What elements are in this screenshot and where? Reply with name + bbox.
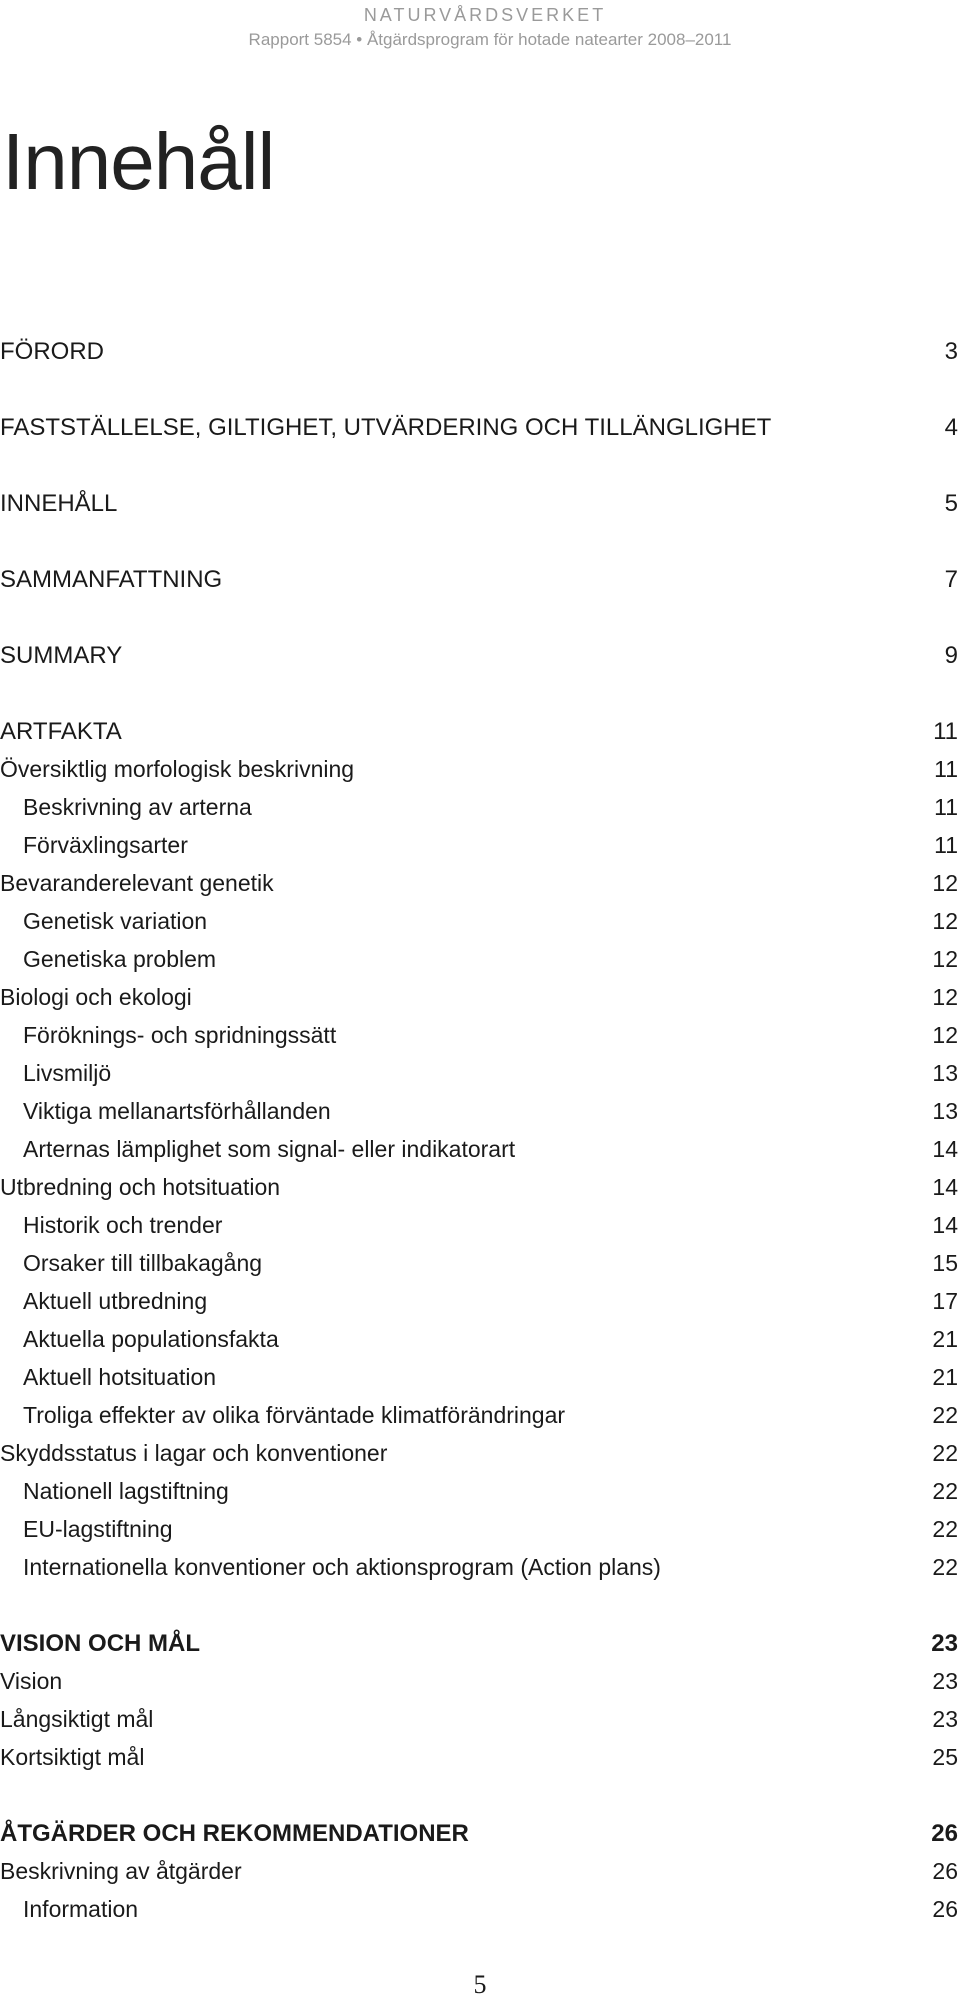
toc-entry-title: Troliga effekter av olika förväntade klimatförändringar [23, 1402, 566, 1428]
toc-entry-page: 14 [932, 1136, 958, 1162]
toc-entry-title: Förväxlingsarter [23, 832, 188, 858]
toc-entry-page: 14 [932, 1174, 958, 1200]
toc-entry-title: Information [23, 1896, 139, 1922]
toc-entry-page: 11 [934, 794, 958, 820]
toc-entry-page: 15 [932, 1250, 958, 1276]
toc-entry-title: Skyddsstatus i lagar och konventioner [0, 1440, 388, 1466]
toc-entry-page: 4 [944, 414, 958, 441]
toc-entry-title: Beskrivning av åtgärder [0, 1858, 242, 1884]
toc-entry-title: EU-lagstiftning [23, 1516, 173, 1542]
toc-entry [0, 1668, 958, 1695]
toc-entry [0, 1174, 958, 1201]
toc-entry-page: 13 [932, 1098, 958, 1124]
toc-entry-page: 25 [932, 1744, 958, 1770]
toc-entry-title: Föröknings- och spridningssätt [23, 1022, 337, 1048]
toc-entry [0, 1098, 958, 1125]
toc-entry-page: 11 [933, 718, 958, 745]
toc-entry-title: Bevaranderelevant genetik [0, 870, 274, 896]
toc-entry-title: SAMMANFATTNING [0, 566, 223, 593]
toc-entry [0, 832, 958, 859]
toc-entry-page: 23 [931, 1630, 958, 1657]
running-header [0, 4, 960, 52]
report-title: Rapport 5854 • Åtgärdsprogram för hotade natearter 2008–2011 [248, 30, 732, 49]
toc-entry-page: 12 [932, 946, 958, 972]
toc-entry-title: Genetisk variation [23, 908, 208, 934]
toc-entry-title: FASTSTÄLLELSE, GILTIGHET, UTVÄRDERING OCH TILLÄNGLIGHET [0, 414, 772, 441]
toc-entry [0, 946, 958, 973]
toc-entry [0, 1706, 958, 1733]
toc-entry-page: 22 [932, 1554, 958, 1580]
toc-entry [0, 1896, 958, 1923]
toc-entry-page: 12 [932, 1022, 958, 1048]
toc-entry [0, 1554, 958, 1581]
toc-entry-page: 23 [932, 1706, 958, 1732]
toc-entry [0, 1820, 958, 1848]
toc-entry [0, 566, 958, 594]
toc-entry-title: Arternas lämplighet som signal- eller indikatorart [23, 1136, 516, 1162]
page-number: 5 [473, 1970, 487, 1999]
toc-entry-title: Översiktlig morfologisk beskrivning [0, 756, 355, 782]
toc-entry [0, 1478, 958, 1505]
toc-entry-page: 13 [932, 1060, 958, 1086]
toc-entry-title: Kortsiktigt mål [0, 1744, 145, 1770]
toc-entry-title: Internationella konventioner och aktionsprogram (Action plans) [23, 1554, 661, 1580]
toc-entry [0, 1326, 958, 1353]
toc-entry [0, 1060, 958, 1087]
toc-entry-title: Viktiga mellanartsförhållanden [23, 1098, 331, 1124]
toc-entry-title: Aktuella populationsfakta [23, 1326, 279, 1352]
toc-entry-title: Biologi och ekologi [0, 984, 192, 1010]
toc-entry [0, 984, 958, 1011]
toc-entry [0, 1440, 958, 1467]
toc-entry-title: Aktuell hotsituation [23, 1364, 217, 1390]
toc-entry-page: 11 [934, 756, 958, 782]
toc-entry-title: Utbredning och hotsituation [0, 1174, 281, 1200]
toc-entry-page: 14 [932, 1212, 958, 1238]
toc-entry [0, 794, 958, 821]
toc-entry [0, 642, 958, 670]
toc-entry-title: Vision [0, 1668, 63, 1694]
toc-entry-page: 26 [931, 1820, 958, 1847]
toc-entry [0, 1136, 958, 1163]
toc-entry-title: Nationell lagstiftning [23, 1478, 229, 1504]
toc-entry [0, 1288, 958, 1315]
toc-entry-page: 11 [934, 832, 958, 858]
publisher-name: NATURVÅRDSVERKET [363, 5, 607, 25]
toc-entry-page: 23 [932, 1668, 958, 1694]
toc-entry [0, 1744, 958, 1771]
toc-entry-title: Orsaker till tillbakagång [23, 1250, 263, 1276]
toc-entry-title: ÅTGÄRDER OCH REKOMMENDATIONER [0, 1820, 469, 1847]
toc-entry-title: SUMMARY [0, 642, 123, 669]
toc-entry [0, 1212, 958, 1239]
toc-entry-page: 12 [932, 908, 958, 934]
toc-entry-page: 22 [932, 1516, 958, 1542]
toc-entry [0, 1022, 958, 1049]
toc-entry-page: 12 [932, 984, 958, 1010]
toc-entry-page: 26 [932, 1858, 958, 1884]
toc-entry [0, 718, 958, 746]
toc-entry-page: 21 [932, 1364, 958, 1390]
toc-entry-page: 7 [944, 566, 958, 593]
toc-entry [0, 338, 958, 366]
toc-entry [0, 1630, 958, 1658]
toc-entry-page: 5 [944, 490, 958, 517]
toc-entry [0, 490, 958, 518]
toc-entry-title: Genetiska problem [23, 946, 217, 972]
toc-entry-title: Aktuell utbredning [23, 1288, 208, 1314]
toc-entry-page: 22 [932, 1402, 958, 1428]
toc-entry-page: 26 [932, 1896, 958, 1922]
toc-entry [0, 870, 958, 897]
toc-entry-page: 22 [932, 1478, 958, 1504]
toc-entry-page: 12 [932, 870, 958, 896]
toc-entry-page: 17 [932, 1288, 958, 1314]
toc-entry-page: 21 [932, 1326, 958, 1352]
toc-entry-title: Historik och trender [23, 1212, 223, 1238]
toc-entry-page: 3 [944, 338, 958, 365]
toc-entry [0, 908, 958, 935]
toc-entry [0, 756, 958, 783]
toc-entry-page: 9 [944, 642, 958, 669]
toc-entry-page: 22 [932, 1440, 958, 1466]
toc-entry-title: INNEHÅLL [0, 490, 118, 517]
toc-entry-title: FÖRORD [0, 338, 104, 365]
toc-entry [0, 1402, 958, 1429]
toc-entry-title: Livsmiljö [23, 1060, 112, 1086]
page-title: Innehåll [2, 117, 275, 206]
toc-entry [0, 414, 958, 442]
toc-entry [0, 1858, 958, 1885]
toc-entry-title: Beskrivning av arterna [23, 794, 252, 820]
toc-entry-title: Långsiktigt mål [0, 1706, 154, 1732]
toc-entry-title: VISION OCH MÅL [0, 1630, 201, 1657]
toc-entry-title: ARTFAKTA [0, 718, 122, 745]
toc-entry [0, 1516, 958, 1543]
toc-entry [0, 1250, 958, 1277]
toc-entry [0, 1364, 958, 1391]
